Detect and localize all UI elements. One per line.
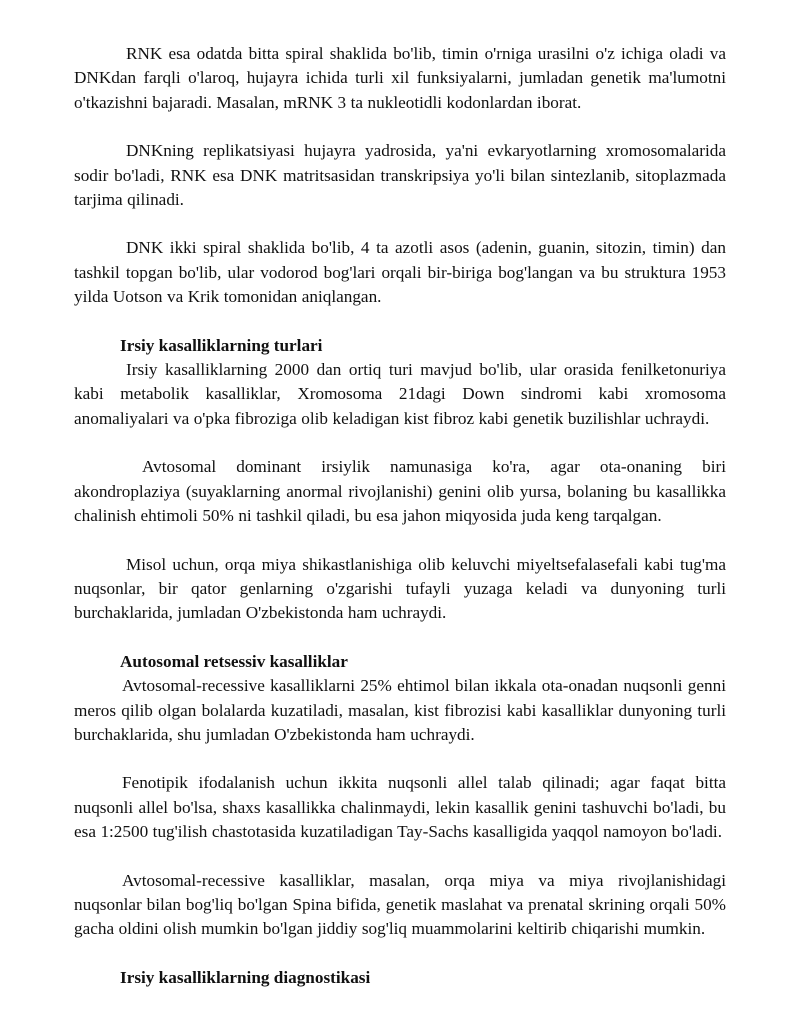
paragraph-rna: RNK esa odatda bitta spiral shaklida bo'lib, timin o'rniga urasilni o'z ichiga oladi va DNKdan farqli o'laroq, hujayra ichida turli xil funksiyalarni, jumladan genetik ma'lumotni o'tkazishni bajaradi. Masalan, mRNK 3 ta nukleotidli kodonlardan iborat. bbox=[74, 44, 726, 112]
section-heading-diagnostics: Irsiy kasalliklarning diagnostikasi bbox=[120, 967, 371, 987]
paragraph-spina-bifida: Avtosomal-recessive kasalliklar, masalan, orqa miya va miya rivojlanishidagi nuqsonlar bilan bog'liq bo'lgan Spina bifida, genetik maslahat va prenatal skrining orqali 50% gacha oldini olish mumkin bo'lgan jiddiy sog'liq muammolarini keltirib chiqarishi mumkin. bbox=[74, 870, 726, 939]
paragraph-dna-replication: DNKning replikatsiyasi hujayra yadrosida, ya'ni evkaryotlarning xromosomalarida sodir bo'ladi, RNK esa DNK matritsasidan transkripsiya yo'li bilan sintezlanib, sitoplazmada tarjima qilinadi. bbox=[74, 141, 726, 210]
paragraph-dna-structure: DNK ikki spiral shaklida bo'lib, 4 ta azotli asos (adenin, guanin, sitozin, timin) dan tashkil topgan bo'lib, ular vodorod bog'lari orqali bir-biriga bog'langan va bu struktura 1953 yilda Uotson va Krik tomonidan aniqlangan. bbox=[74, 238, 726, 307]
paragraph-recessive-probability: Avtosomal-recessive kasalliklarni 25% ehtimol bilan ikkala ota-onadan nuqsonli genni meros qilib olgan bolalarda kuzatiladi, masalan, kist fibrozisi kabi kasalliklar dunyoning turli burchaklarida, shu jumladan O'zbekistonda ham uchraydi. bbox=[74, 676, 726, 744]
paragraph-birth-defects: Misol uchun, orqa miya shikastlanishiga olib keluvchi miyeltsefalasefali kabi tug'ma nuqsonlar, bir qator genlarning o'zgarishi tufayli yuzaga keladi va dunyoning turli burchaklarida, jumladan O'zbekistonda ham uchraydi. bbox=[74, 554, 726, 623]
section-heading-disease-types: Irsiy kasalliklarning turlari bbox=[120, 335, 323, 355]
paragraph-phenotypic-expression: Fenotipik ifodalanish uchun ikkita nuqsonli allel talab qilinadi; agar faqat bitta nuqsonli allel bo'lsa, shaxs kasallikka chalinmaydi, lekin kasallik genini tashuvchi bo'ladi, bu esa 1:2500 tug'ilish chastotasida kuzatiladigan Tay-Sachs kasalligida yaqqol namoyon bo'ladi. bbox=[74, 773, 726, 842]
paragraph-autosomal-dominant: Avtosomal dominant irsiylik namunasiga ko'ra, agar ota-onaning biri akondroplaziya (suyaklarning anormal rivojlanishi) genini olib yursa, bolaning bu kasallikka chalinish ehtimoli 50% ni tashkil qiladi, bu esa jahon miqyosida juda keng tarqalgan. bbox=[74, 457, 726, 526]
section-heading-autosomal-recessive: Autosomal retsessiv kasalliklar bbox=[120, 651, 348, 671]
paragraph-disease-types: Irsiy kasalliklarning 2000 dan ortiq turi mavjud bo'lib, ular orasida fenilketonuriya kabi metabolik kasalliklar, Xromosoma 21dagi Down sindromi kabi xromosoma anomaliyalari va o'pka fibroziga olib keladigan kist fibroz kabi genetik buzilishlar uchraydi. bbox=[74, 360, 726, 428]
